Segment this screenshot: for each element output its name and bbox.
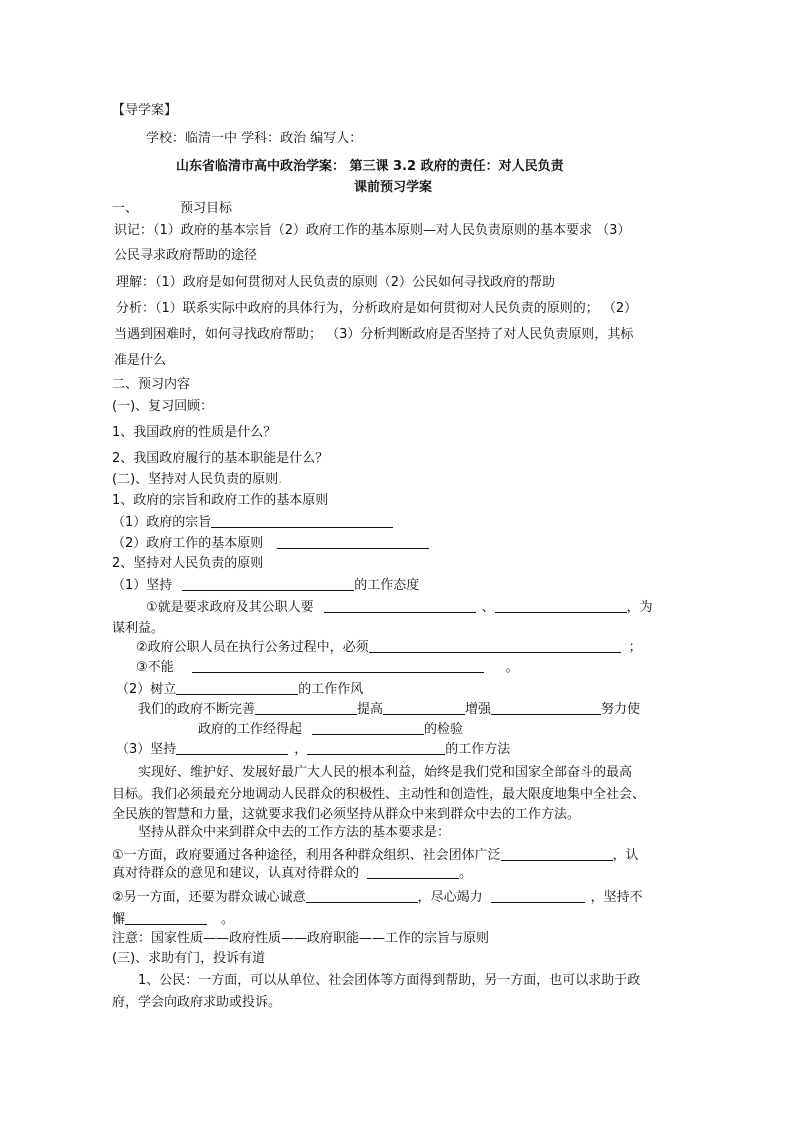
section-1-title: 预习目标 <box>180 201 233 216</box>
principle-line: （2）政府工作的基本原则 <box>112 536 429 550</box>
fill-blank[interactable] <box>495 600 627 613</box>
fill-blank[interactable] <box>176 742 288 755</box>
attitude-item-2: ②政府公职人员在执行公务过程中，必须 ； <box>136 640 642 655</box>
objective-lijie: 理解：（1）政府是如何贯彻对人民负责的原则（2）公民如何寻找政府的帮助 <box>116 275 556 290</box>
objective-shiji-line2: 公民寻求政府帮助的途径 <box>114 248 258 263</box>
fill-blank[interactable] <box>491 890 585 903</box>
attitude-item-1: ①就是要求政府及其公职人要 、 ，为 <box>146 600 653 615</box>
objective-fenxi-line3: 准是什么 <box>114 353 167 368</box>
section-1-heading <box>112 202 232 215</box>
attitude-line: （1）坚持 的工作态度 <box>112 578 420 593</box>
note-line: 注意：国家性质——政府性质——政府职能——工作的宗旨与原则 <box>112 931 490 946</box>
review-heading: (一)、复习回顾： <box>112 399 214 414</box>
fill-blank[interactable] <box>369 640 621 653</box>
part-2-heading: (二)、坚持对人民负责的原则. <box>112 472 283 487</box>
school-line: 学校：临清一中 学科：政治 编写人： <box>146 131 363 146</box>
fill-blank[interactable] <box>192 660 484 673</box>
section-1-number: 一、 <box>112 201 139 216</box>
government-improve-line: 我们的政府不断完善 提高 增强 努力使 <box>138 702 641 717</box>
fill-blank[interactable] <box>383 702 465 715</box>
requirement-2-line2: 懈 。 <box>112 912 235 927</box>
purpose-line: （1）政府的宗旨 <box>112 515 393 529</box>
test-line: 政府的工作经得起 的检验 <box>198 722 464 737</box>
point-1-heading: 1、政府的宗旨和政府工作的基本原则 <box>112 493 329 508</box>
objective-fenxi-line2: 当遇到困难时，如何寻找政府帮助； （3）分析判断政府是否坚持了对人民负责原则，其标 <box>114 327 634 342</box>
page-subtitle: 课前预习学案 <box>354 180 433 195</box>
requirement-2-line1: ②另一方面，还要为群众诚心诚意 ，尽心竭力 ，坚持不 <box>112 890 643 905</box>
method-line: （3）坚持 ， 的工作方法 <box>116 742 511 757</box>
requirement-1-line2: 真对待群众的意见和建议，认真对待群众的 。 <box>112 866 473 881</box>
point-2-heading: 2、坚持对人民负责的原则 <box>112 556 264 571</box>
attitude-item-1-cont: 谋利益。 <box>112 621 165 636</box>
part-3-heading: (三)、求助有门，投诉有道 <box>112 951 266 966</box>
objective-shiji-line1: 识记：（1）政府的基本宗旨（2）政府工作的基本原则—对人民负责原则的基本要求 （3） <box>114 223 631 238</box>
fill-blank[interactable] <box>491 702 601 715</box>
guide-tag: 【导学案】 <box>112 103 178 118</box>
part-3-line1: 1、公民：一方面，可以从单位、社会团体等方面得到帮助，另一方面，也可以求助于政 <box>138 973 641 988</box>
attitude-item-3: ③不能 。 <box>136 660 519 675</box>
fill-blank[interactable] <box>176 682 298 695</box>
objective-fenxi-line1: 分析：（1）联系实际中政府的具体行为，分析政府是如何贯彻对人民负责的原则的； （2） <box>116 301 638 316</box>
review-question-2: 2、我国政府履行的基本职能是什么？ <box>112 451 329 466</box>
review-question-1: 1、我国政府的性质是什么？ <box>112 425 277 440</box>
fill-blank[interactable] <box>312 722 424 735</box>
fill-blank[interactable] <box>277 536 429 549</box>
fill-blank[interactable] <box>367 866 459 879</box>
fill-blank[interactable] <box>211 515 393 528</box>
requirement-1-line1: ①一方面，政府要通过各种途径，利用各种群众组织、社会团体广泛 ，认 <box>112 848 639 863</box>
paragraph-1-line3: 全民族的智慧和力量，这就要求我们必须坚持从群众中来到群众中去的工作方法。 <box>112 807 581 822</box>
fill-blank[interactable] <box>182 578 354 591</box>
decorative-dot: . <box>278 472 283 487</box>
fill-blank[interactable] <box>501 848 613 861</box>
section-2-heading: 二、预习内容 <box>112 377 191 392</box>
fill-blank[interactable] <box>125 912 207 925</box>
style-line: （2）树立 的工作作风 <box>116 682 364 697</box>
paragraph-1-line2: 目标。我们必须最充分地调动人民群众的积极性、主动性和创造性，最大限度地集中全社会、 <box>112 787 646 802</box>
part-3-line2: 府，学会向政府求助或投诉。 <box>112 995 282 1010</box>
fill-blank[interactable] <box>307 742 445 755</box>
fill-blank[interactable] <box>255 702 357 715</box>
fill-blank[interactable] <box>306 890 418 903</box>
paragraph-1-line1: 实现好、维护好、发展好最广大人民的根本利益，始终是我们党和国家全部奋斗的最高 <box>138 765 633 780</box>
paragraph-2: 坚持从群众中来到群众中去的工作方法的基本要求是： <box>138 825 451 840</box>
page-title: 山东省临清市高中政治学案： 第三课 3.2 政府的责任：对人民负责 <box>176 159 564 174</box>
fill-blank[interactable] <box>324 600 476 613</box>
